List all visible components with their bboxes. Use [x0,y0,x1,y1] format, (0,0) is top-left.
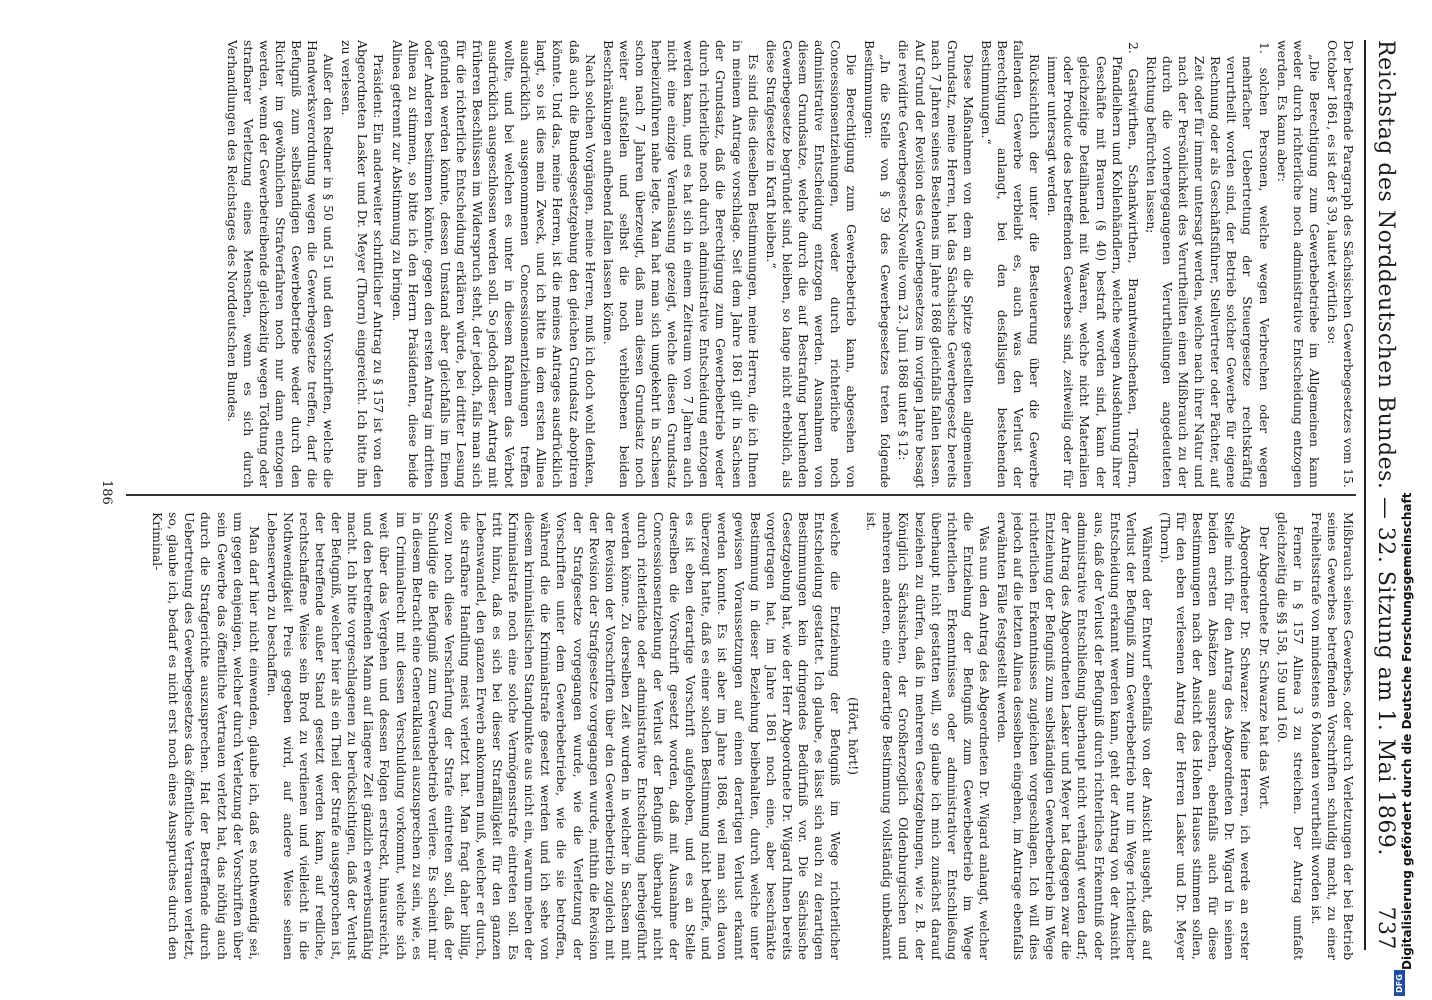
scan-credit-text: Digitalisierung gefördert durch die Deutsche Forschungsgemeinschaft [1400,492,1414,970]
paragraph: Präsident: Ein anderweiter schriftlicher Antrag zu § 157 ist von den Abgeordneten Lasker und Dr. Meyer (Thorn) eingereicht. Ich bitte ihn zu verlesen. [339,40,387,488]
dfg-logo-icon [1394,970,1405,996]
paragraph: Diese Maßnahmen von dem an die Spitze gestellten allgemeinen Grundsatz, meine Herren, hat das Sächsische Gewerbegesetz bereits nach 7 Jahren seines Bestehens im Jahre 1868 gleichfalls fallen lassen. Auf Grund der Revision des Gewerbegesetzes im vorigen Jahre besagt die revidirte Gewerbegesetz-Novelle vom 23. Juni 1868 unter § 12: [896,40,976,488]
right-column [126,512,1356,960]
paragraph: Mißbrauch seines Gewerbes, oder durch Verletzungen der bei Betrieb seines Gewerbes betreffenden Vorschriften schuldig macht, zu einer Freiheitsstrafe von mindestens 6 Monaten verurtheilt worden ist. [1308,512,1356,960]
page-signature: 186 [99,480,114,505]
paragraph: Rücksichtlich der unter die Besteuerung über die Gewerbe fallenden Gewerbe verbleibt es, auch was den Verlust der Berechtigung anlangt, bei den desfallsigen bestehenden Bestimmungen.“ [978,40,1043,488]
paragraph: Während der Entwurf ebenfalls von der Ansicht ausgeht, daß auf Verlust der Befugniß zum Gewerbebetrieb nur im Wege richterlicher Entscheidung erkannt werden kann, geht der Antrag von der Ansicht aus, daß der Verlust der Befugniß durch richterliches Erkenntniß oder administrative Entschließung überhaupt nicht verhängt werden darf; der Antrag des Abgeordneten Lasker und Meyer hat dagegen zwar die Entziehung der Befugniß zum selbständigen Gewerbebetrieb im Wege richterlichen Erkenntnisses zugleichen vorgeschlagen. Ich will dies jedoch auf die letzten Alinea desselben eingehen, im Antrage ebenfalls erwähnten Fälle festgestellt werden. [995,512,1155,960]
paragraph: Der Abgeordnete Dr. Schwarze hat das Wort. [1256,526,1272,810]
list-item: 1. solchen Personen, welche wegen Verbrechen oder wegen mehrfacher Uebertretung der Steuergesetze rechtskräftig verurtheilt worden sind, der Betrieb solcher Gewerbe für eigene Rechnung oder als Geschäftsführer, Stellvertreter oder Pächter, auf Zeit oder für immer untersagt werden, welche nach ihrer Natur und nach der Persönlichkeit des Verurtheilten einen Mißbrauch zu der durch die vorhergegangenen Verurtheilungen angedeuteten Richtung befürchten lassen; [1143,42,1272,488]
paragraph: Es sind dies dieselben Bestimmungen, meine Herren, die ich Ihnen in meinem Antrage vorschlage. Seit dem Jahre 1861 gilt in Sachsen der Grundsatz, daß die Berechtigung zum Gewerbebetrieb weder durch richterliche noch durch administrative Entscheidung entzogen werden kann, und es hat sich in einem Zeitraum von 7 Jahren auch nicht eine einzige Veranlassung gezeigt, welche diesen Grundsatz herbeizuführen nahe legte. Man hat man sich umgekehrt in Sachsen schon nach 7 Jahren überzeugt, daß man diesen Grundsatz noch weiter aufstellen und selbst die noch verbliebenen beiden Beschränkungen aufhebend fallen lassen könne. [600,40,761,488]
scan-credit-strip [1392,0,1432,1000]
interjection: (Hört, hört!) [846,696,862,776]
paragraph: Der betreffende Paragraph des Sächsischen Gewerbegesetzes vom 15. October 1861, es ist der § 39, lautet wörtlich so: [1324,40,1356,488]
paragraph: Außer den Redner in § 50 und 51 und den Vorschriften, welche die Handwerksverordnung wegen die Gewerbegesetze treffen, darf die Befugniß zum selbständigen Gewerbebetriebe weder durch den Richter im gewöhnlichen Strafverfahren noch nur dann entzogen werden, wenn der Gewerbetreibende gleichzeitig wegen Tödtung oder strafbarer Verletzung eines Menschen, wenn es sich durch Verhandlungen des Reichstages des Norddeutschen Bundes. [224,40,337,488]
column-divider [126,494,1356,496]
paragraph: „In die Stelle von § 39 des Gewerbegesetzes treten folgende Bestimmungen: [862,40,894,488]
paragraph: Ferner in § 157 Alinea 3 zu streichen. Der Antrag umfaßt gleichzeitig die §§ 158, 159 und 160. [1274,512,1306,960]
paragraph: Nach solchen Vorgängen, meine Herren, muß ich doch wohl denken, daß auch die Bundesgesetzgebung den gleichen Grundsatz aboptiren könnte. Und das, meine Herren, ist die meines Antrages ausdrücklich langt, so ist dies mein Zweck, und ich bitte in dem ersten Alinea ausdrücklich ausgenommenen Concessionsentziehungen treffen wollte, und bei welchen es unter in diesem Rahmen das Verbot ausdrücklich ausgeschlossen werden soll. So jedoch dieser Antrag mit früheren Beschlüssen im Widerspruch steht, der jedoch, falls man sich für die richterliche Entscheidung erklären würde, bei dritter Lesung gefunden werden könnte, dessen Umstand aber gleichfalls im Einen oder Anderen bestimmen könnte, gegen den ersten Antrag im dritten Alinea zu stimmen, so bitte ich den Herrn Präsidenten, diese beide Alinea getrennt zur Abstimmung zu bringen. [389,40,598,488]
left-column [126,40,1356,488]
paragraph: Abgeordneter Dr. Schwarze: Meine Herren, ich werde an erster Stelle mich für den Antrag des Abgeordneten Dr. Wigard in seinen beiden ersten Absätzen aussprechen, ebenfalls auch für diese Bestimmungen nach der Ansicht des Hohen Hauses stimmen sollen, für den eben verlesenen Antrag der Herren Lasker und Dr. Meyer (Thorn). [1157,512,1254,960]
paragraph: Die Berechtigung zum Gewerbebetrieb kann, abgesehen von Concessionsentziehungen, weder durch richterliche noch administrative Entscheidung entzogen werden. Ausnahmen von diesem Grundsatze, welche durch die auf Bestrafung beruhenden Gewerbegesetze begründet sind, bleiben, so lange nicht erheblich, als diese Strafgesetze in Kraft bleiben.“ [763,40,860,488]
header-rule [1364,40,1366,950]
dfg-logo-label: DFG [1395,973,1405,993]
paragraph: Was nun den Antrag des Abgeordneten Dr. Wigard anlangt, welcher die Entziehung der Befugniß zum Gewerbebetrieb im Wege richterlichen Erkenntnisses oder administrativer Entschließung überhaupt nicht gestatten will, so glaube ich mich zunächst darauf beziehen zu dürfen, daß in mehreren Gesetzgebungen, wie z. B. der Königlich Sächsischen, der Großherzoglich Oldenburgischen und mehreren anderen, eine derartige Bestimmung vollständig unbekannt ist. [864,512,992,960]
page-title: Reichstag des Norddeutschen Bundes. — 32. Sitzung am 1. Mai 1869. [1373,40,1398,856]
list-item: 2. Gastwirthen, Schankwirthen, Branntweinschenken, Trödlern, Pfandleihern und Kohlenhändlern, welche wegen Ausdehnung ihrer Geschäfte mit Brauern (§ 40) bestraft worden sind, kann der gleichzeitige Detailhandel mit Waaren, welche nicht Materialien oder Producte des betreffenden Gewerbes sind, zeitweilig oder für immer untersagt werden. [1045,42,1141,488]
paragraph: Man darf hier nicht einwenden, glaube ich, daß es nothwendig sei, um gegen denjenigen, welcher durch Verletzung der Vorschriften über sein Gewerbe das öffentliche Vertrauen verletzt hat, das nöthig auch durch die Strafgerichte auszusprechen. Hat der Betreffende durch Uebertretung des Gewerbegesetzes das öffentliche Vertrauen verletzt, so, glaube ich, bedarf es nicht erst noch eines Ausspruches durch den Kriminal- [150,512,262,960]
paragraph: welche die Entziehung der Befugniß im Wege richterlicher Entscheidung gestattet. Ich glaube, es lässt sich auch zu derartigen Bestimmungen kein dringendes Bedürfniß vor. Die Sächsische Gesetzgebung hat, wie der Herr Abgeordnete Dr. Wigard Ihnen bereits vorgetragen hat, im Jahre 1861 noch eine, aber beschränkte Bestimmung in dieser Beziehung beibehalten, durch welche unter gewissen Voraussetzungen auf einen derartigen Verlust erkannt werden konnte. Es ist aber im Jahre 1868, weil man sich davon überzeugt hatte, daß es einer solchen Bestimmung nicht bedürfe, und es ist eben derartige Vorschrift aufgehoben, und es an Stelle derselben die Vorschrift gesetzt worden, daß mit Ausnahme der Concessionsentziehung der Verlust der Befugniß überhaupt nicht durch richterliche oder administrative Entscheidung herbeigeführt werden könne. Zu derselben Zeit wurden in welcher in Sachsen mit der Revision der Vorschriften über den Gewerbebetrieb zugleich mit der Revision der Strafgesetze vorgegangen wurde, mithin die Revision der Strafgesetze vorgegangen wurde, wie die Verletzung der Vorschriften unter dem Gewerbebetriebe, wie die sie betroffen, während die die Kriminalstrafe gesetzt werden und ich sehe von diesem kriminalistischen Standpunkte aus nicht ein, warum neben der Kriminalstrafe noch eine solche Vermögensstrafe eintreten soll. Es tritt hinzu, daß es sich bei dieser Straffälligkeit für den ganzen Lebenswandel, den ganzen Erwerb ankommen muß, welcher er durch, die strafbare Handlung meist verletzt hat. Man fragt daher billig, wozu noch diese Verschärfung der Strafe eintreten soll, daß der Schuldige die Befugniß zum Gewerbebetrieb verliere. Es scheint mir in diesem Betracht eine Generalklausel auszusprechen zu sein, wie, es im Criminalrecht mit dessen Verschuldung vorkommt, welche sich weit über das Vergehen und dessen Folgen erstreckt, hinausreicht, und den betreffenden Mann auf längere Zeit gänzlich erwerbsunfähig macht. Ich bitte vorgeschlagenen zu berücksichtigen, daß der Verlust der Befugniß, welcher hier als ein Theil der Strafe ausgesprochen ist, der betreffende außer Stand gesetzt werden kann, auf redliche, rechtschaffene Weise sein Brod zu verdienen und vielleicht in die Nothwendigkeit Preis gegeben wird, auf andere Weise seinen Lebenserwerb zu beschaffen. [264,512,844,960]
paragraph: „Die Berechtigung zum Gewerbebetriebe im Allgemeinen kann weder durch richterliche noch administrative Entscheidung entzogen werden. Es kann aber: [1274,40,1322,488]
page-number: 737 [1373,906,1398,950]
